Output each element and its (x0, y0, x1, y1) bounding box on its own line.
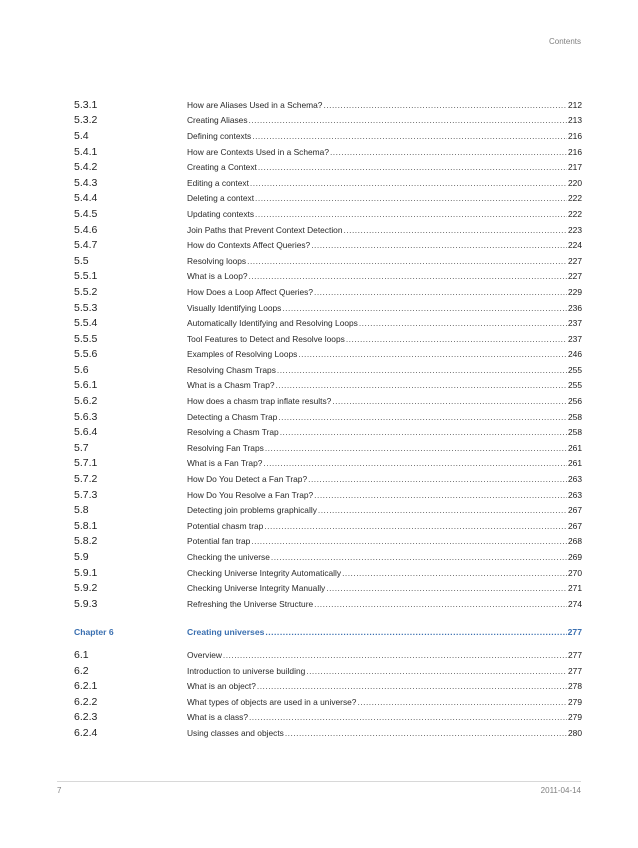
toc-entry-number: 5.4.7 (74, 239, 98, 252)
toc-entry[interactable] (74, 128, 582, 144)
toc-entry-number: 5.6.2 (74, 395, 98, 408)
toc-entry-number: 5.7 (74, 441, 89, 454)
toc-entry-page: 224 (568, 240, 582, 251)
toc-entry-number: 5.4.4 (74, 192, 98, 205)
toc-entry[interactable] (74, 725, 582, 741)
toc-entry-page: 222 (568, 208, 582, 219)
toc-entry-title: Tool Features to Detect and Resolve loops (187, 333, 345, 344)
toc-entry-page: 223 (568, 224, 582, 235)
toc-entry-page: 246 (568, 349, 582, 360)
toc-entry-number: 6.2.4 (74, 726, 98, 739)
toc-entry-title: Visually Identifying Loops (187, 302, 282, 313)
toc-entry-page: 280 (568, 727, 582, 738)
toc-entry-page: 213 (568, 115, 582, 126)
toc-entry-title: Checking the universe (187, 552, 270, 563)
toc-entry-title: Deleting a context (187, 193, 255, 204)
toc-entry[interactable] (74, 456, 582, 472)
toc-entry[interactable] (74, 315, 582, 331)
toc-entry-page: 278 (568, 681, 582, 692)
toc-entry-title: How Does a Loop Affect Queries? (187, 286, 314, 297)
toc-entry[interactable] (74, 580, 582, 596)
toc-entry[interactable] (74, 378, 582, 394)
toc-entry-number: 5.3.2 (74, 114, 98, 127)
toc-section-5 (74, 97, 582, 612)
toc-entry-title: Detecting join problems graphically (187, 505, 317, 516)
toc-entry[interactable] (74, 647, 582, 663)
toc-entry-title: What is a Chasm Trap? (187, 380, 275, 391)
toc-entry[interactable] (74, 487, 582, 503)
toc-entry[interactable] (74, 191, 582, 207)
toc-entry-title: Updating contexts (187, 208, 255, 219)
toc-entry[interactable] (74, 269, 582, 285)
toc-entry-number: 6.2.2 (74, 695, 98, 708)
toc-entry-page: 261 (568, 442, 582, 453)
toc-entry-title: Refreshing the Universe Structure (187, 598, 314, 609)
toc-entry-number: 6.1 (74, 648, 89, 661)
toc-entry-number: 6.2.3 (74, 711, 98, 724)
toc-entry[interactable] (74, 284, 582, 300)
toc-entry-title: Editing a context (187, 177, 249, 188)
toc-entry-number: 6.2.1 (74, 680, 98, 693)
running-header: Contents (548, 37, 581, 46)
toc-entry-number: 5.4 (74, 129, 89, 142)
toc-entry[interactable] (74, 393, 582, 409)
toc-entry-number: 5.4.2 (74, 161, 98, 174)
toc-entry-number: 5.6.3 (74, 410, 98, 423)
chapter-label: Chapter 6 (74, 627, 114, 638)
toc-entry[interactable] (74, 502, 582, 518)
toc-entry-page: 277 (568, 649, 582, 660)
toc-entry[interactable] (74, 159, 582, 175)
toc-entry-title: Overview (187, 649, 222, 660)
toc-entry-number: 5.4.3 (74, 176, 98, 189)
toc-entry-title: What is a Loop? (187, 271, 248, 282)
toc-entry-title: Defining contexts (187, 130, 252, 141)
toc-entry[interactable] (74, 663, 582, 679)
toc-entry-page: 229 (568, 286, 582, 297)
toc-entry-page: 217 (568, 162, 582, 173)
toc-entry-title: How Do You Detect a Fan Trap? (187, 474, 308, 485)
toc-entry-page: 212 (568, 99, 582, 110)
toc-entry-number: 5.6.1 (74, 379, 98, 392)
toc-entry-title: Potential chasm trap (187, 520, 264, 531)
toc-entry-title: Checking Universe Integrity Automatically (187, 567, 342, 578)
toc-entry-title: Checking Universe Integrity Manually (187, 583, 326, 594)
toc-entry-title: Introduction to universe building (187, 665, 306, 676)
toc-entry-title: Potential fan trap (187, 536, 251, 547)
toc-entry[interactable] (74, 97, 582, 113)
toc-entry-page: 216 (568, 146, 582, 157)
toc-entry-number: 5.6.4 (74, 426, 98, 439)
toc-section-6 (74, 647, 582, 741)
chapter-page: 277 (567, 627, 582, 638)
toc-entry-number: 5.9.3 (74, 597, 98, 610)
toc-entry-title: Detecting a Chasm Trap (187, 411, 278, 422)
toc-entry-number: 6.2 (74, 664, 89, 677)
toc-entry[interactable] (74, 175, 582, 191)
toc-entry-number: 5.8.2 (74, 535, 98, 548)
toc-entry-number: 5.4.6 (74, 223, 98, 236)
toc-entry[interactable] (74, 710, 582, 726)
toc-entry[interactable] (74, 300, 582, 316)
toc-entry-page: 269 (568, 552, 582, 563)
toc-entry-page: 279 (568, 696, 582, 707)
toc-entry-title: Join Paths that Prevent Context Detection (187, 224, 343, 235)
toc-entry-page: 267 (568, 505, 582, 516)
toc-entry[interactable] (74, 237, 582, 253)
table-of-contents (74, 97, 582, 741)
toc-chapter-heading[interactable] (74, 625, 582, 641)
toc-entry-number: 5.7.1 (74, 457, 98, 470)
toc-entry-number: 5.5.2 (74, 285, 98, 298)
toc-entry-number: 5.9.2 (74, 582, 98, 595)
toc-entry-number: 5.7.3 (74, 488, 98, 501)
toc-entry-page: 256 (568, 396, 582, 407)
toc-entry-number: 5.8 (74, 504, 89, 517)
toc-entry-title: What types of objects are used in a universe? (187, 696, 357, 707)
toc-entry-number: 5.5.3 (74, 301, 98, 314)
toc-entry-page: 227 (568, 255, 582, 266)
toc-entry-page: 279 (568, 712, 582, 723)
toc-entry-number: 5.5.4 (74, 317, 98, 330)
toc-entry-title: How are Aliases Used in a Schema? (187, 99, 323, 110)
toc-entry[interactable] (74, 565, 582, 581)
toc-entry-number: 5.6 (74, 363, 89, 376)
toc-entry[interactable] (74, 331, 582, 347)
toc-entry-page: 268 (568, 536, 582, 547)
toc-entry-title: Resolving Fan Traps (187, 442, 264, 453)
toc-entry[interactable] (74, 440, 582, 456)
toc-entry[interactable] (74, 471, 582, 487)
toc-entry-page: 258 (568, 411, 582, 422)
toc-entry-title: Automatically Identifying and Resolving Loops (187, 318, 358, 329)
footer-date: 2011-04-14 (540, 786, 581, 795)
toc-entry-number: 5.7.2 (74, 473, 98, 486)
toc-entry-number: 5.5.1 (74, 270, 98, 283)
toc-entry-title: Resolving a Chasm Trap (187, 427, 279, 438)
toc-entry-number: 5.5.5 (74, 332, 98, 345)
footer-page-number: 7 (57, 786, 62, 795)
toc-entry-page: 237 (568, 318, 582, 329)
toc-entry-page: 222 (568, 193, 582, 204)
toc-entry-page: 267 (568, 520, 582, 531)
toc-entry[interactable] (74, 113, 582, 129)
toc-entry-page: 274 (568, 598, 582, 609)
toc-entry[interactable] (74, 253, 582, 269)
toc-entry-title: What is a Fan Trap? (187, 458, 263, 469)
toc-entry-number: 5.8.1 (74, 519, 98, 532)
toc-entry[interactable] (74, 424, 582, 440)
toc-entry-page: 220 (568, 177, 582, 188)
toc-entry[interactable] (74, 549, 582, 565)
toc-entry[interactable] (74, 206, 582, 222)
toc-entry-number: 5.4.1 (74, 145, 98, 158)
toc-entry-title: How do Contexts Affect Queries? (187, 240, 311, 251)
toc-entry-page: 227 (568, 271, 582, 282)
toc-entry-title: Creating a Context (187, 162, 257, 173)
toc-entry-title: How are Contexts Used in a Schema? (187, 146, 329, 157)
toc-entry-number: 5.3.1 (74, 98, 98, 111)
toc-entry-page: 270 (568, 567, 582, 578)
toc-entry-number: 5.5 (74, 254, 89, 267)
toc-entry[interactable] (74, 144, 582, 160)
toc-entry[interactable] (74, 222, 582, 238)
toc-entry-title: Creating Aliases (187, 115, 248, 126)
toc-entry[interactable] (74, 678, 582, 694)
toc-entry-title: Using classes and objects (187, 727, 284, 738)
toc-entry-title: Resolving Chasm Traps (187, 364, 276, 375)
toc-entry[interactable] (74, 534, 582, 550)
toc-entry[interactable] (74, 596, 582, 612)
toc-entry-number: 5.9 (74, 551, 89, 564)
toc-entry-title: Examples of Resolving Loops (187, 349, 298, 360)
toc-entry-page: 263 (568, 474, 582, 485)
toc-entry-title: Resolving loops (187, 255, 247, 266)
toc-entry-title: What is a class? (187, 712, 248, 723)
toc-entry-number: 5.5.6 (74, 348, 98, 361)
toc-entry[interactable] (74, 362, 582, 378)
toc-entry-title: How does a chasm trap inflate results? (187, 396, 332, 407)
toc-entry-page: 255 (568, 380, 582, 391)
toc-entry-page: 271 (568, 583, 582, 594)
toc-entry-page: 261 (568, 458, 582, 469)
toc-entry-title: What is an object? (187, 681, 256, 692)
toc-entry[interactable] (74, 347, 582, 363)
toc-entry[interactable] (74, 518, 582, 534)
toc-entry[interactable] (74, 409, 582, 425)
toc-entry-page: 237 (568, 333, 582, 344)
toc-entry-page: 277 (568, 665, 582, 676)
toc-entry-page: 236 (568, 302, 582, 313)
chapter-title: Creating universes (187, 627, 265, 638)
toc-entry-page: 258 (568, 427, 582, 438)
toc-entry-number: 5.4.5 (74, 207, 98, 220)
toc-entry-page: 255 (568, 364, 582, 375)
toc-entry-title: How Do You Resolve a Fan Trap? (187, 489, 314, 500)
toc-entry-page: 216 (568, 130, 582, 141)
toc-entry-number: 5.9.1 (74, 566, 98, 579)
toc-entry-page: 263 (568, 489, 582, 500)
footer-divider (57, 781, 581, 782)
toc-entry[interactable] (74, 694, 582, 710)
